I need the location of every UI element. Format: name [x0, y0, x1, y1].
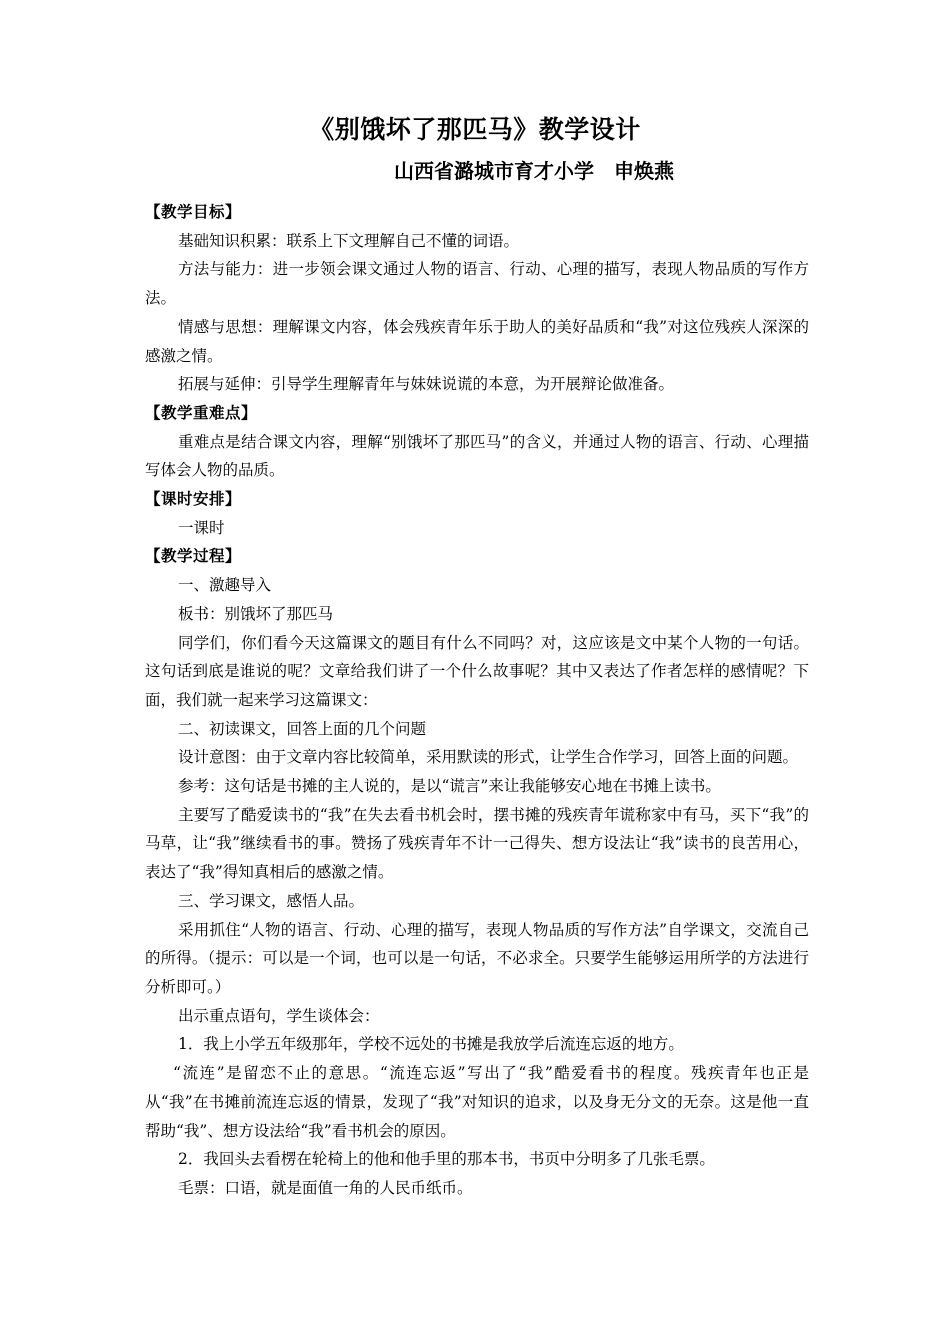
- section-heading: 【课时安排】: [145, 489, 242, 509]
- paragraph: 出示重点语句，学生谈体会：: [178, 1006, 380, 1025]
- document-body: [145, 198, 809, 1203]
- section-heading: 【教学过程】: [145, 546, 242, 566]
- section-heading: 【教学重难点】: [145, 402, 258, 422]
- paragraph: 一课时: [178, 518, 225, 537]
- document-title: 《别饿坏了那匹马》教学设计: [309, 115, 641, 144]
- paragraph: 毛票：口语，就是面值一角的人民币纸币。: [178, 1178, 473, 1197]
- paragraph: 重难点是结合课文内容，理解“别饿坏了那匹马”的含义，并通过人物的语言、行动、心理描写体会人物的品质。: [145, 432, 809, 480]
- section-heading: 【教学目标】: [145, 202, 242, 221]
- paragraph: “流连”是留恋不止的意思。“流连忘返”写出了“我”酷爱看书的程度。残疾青年也正是从“我”在书摊前流连忘返的情景，发现了“我”对知识的追求，以及身无分文的无奈。这是他一直帮助“我”、想方设法给“我”看书机会的原因。: [145, 1064, 809, 1140]
- paragraph: 板书：别饿坏了那匹马: [178, 604, 334, 623]
- paragraph: 1．我上小学五年级那年，学校不远处的书摊是我放学后流连忘返的地方。: [178, 1035, 684, 1054]
- paragraph: 三、学习课文，感悟人品。: [178, 891, 365, 910]
- paragraph: 基础知识积累：联系上下文理解自己不懂的词语。: [178, 231, 520, 250]
- paragraph: 2．我回头去看楞在轮椅上的他和他手里的那本书，书页中分明多了几张毛票。: [178, 1150, 715, 1169]
- paragraph: 设计意图：由于文章内容比较简单，采用默读的形式，让学生合作学习，回答上面的问题。: [178, 748, 799, 767]
- paragraph: 同学们，你们看今天这篇课文的题目有什么不同吗？对，这应该是文中某个人物的一句话。这句话到底是谁说的呢？文章给我们讲了一个什么故事呢？其中又表达了作者怎样的感情呢？下面，我们就一起来学习这篇课文：: [145, 633, 809, 709]
- author-line: 山西省潞城市育才小学 申焕燕: [394, 159, 674, 183]
- paragraph: 采用抓住“人物的语言、行动、心理的描写，表现人物品质的写作方法”自学课文，交流自己的所得。（提示：可以是一个词，也可以是一句话，不必求全。只要学生能够运用所学的方法进行分析即可。）: [145, 920, 809, 996]
- paragraph: 情感与思想：理解课文内容，体会残疾青年乐于助人的美好品质和“我”对这位残疾人深深的感激之情。: [145, 317, 809, 365]
- paragraph: 一、激趣导入: [178, 576, 272, 595]
- paragraph: 拓展与延伸：引导学生理解青年与妹妹说谎的本意，为开展辩论做准备。: [178, 375, 675, 394]
- paragraph: 参考：这句话是书摊的主人说的，是以“谎言”来让我能够安心地在书摊上读书。: [178, 777, 721, 796]
- paragraph: 方法与能力：进一步领会课文通过人物的语言、行动、心理的描写，表现人物品质的写作方法。: [145, 260, 809, 308]
- paragraph: 主要写了酷爱读书的“我”在失去看书机会时，摆书摊的残疾青年谎称家中有马，买下“我”的马草，让“我”继续看书的事。赞扬了残疾青年不计一己得失、想方设法让“我”读书的良苦用心，表达了“我”得知真相后的感激之情。: [145, 805, 809, 882]
- paragraph: 二、初读课文，回答上面的几个问题: [178, 719, 427, 738]
